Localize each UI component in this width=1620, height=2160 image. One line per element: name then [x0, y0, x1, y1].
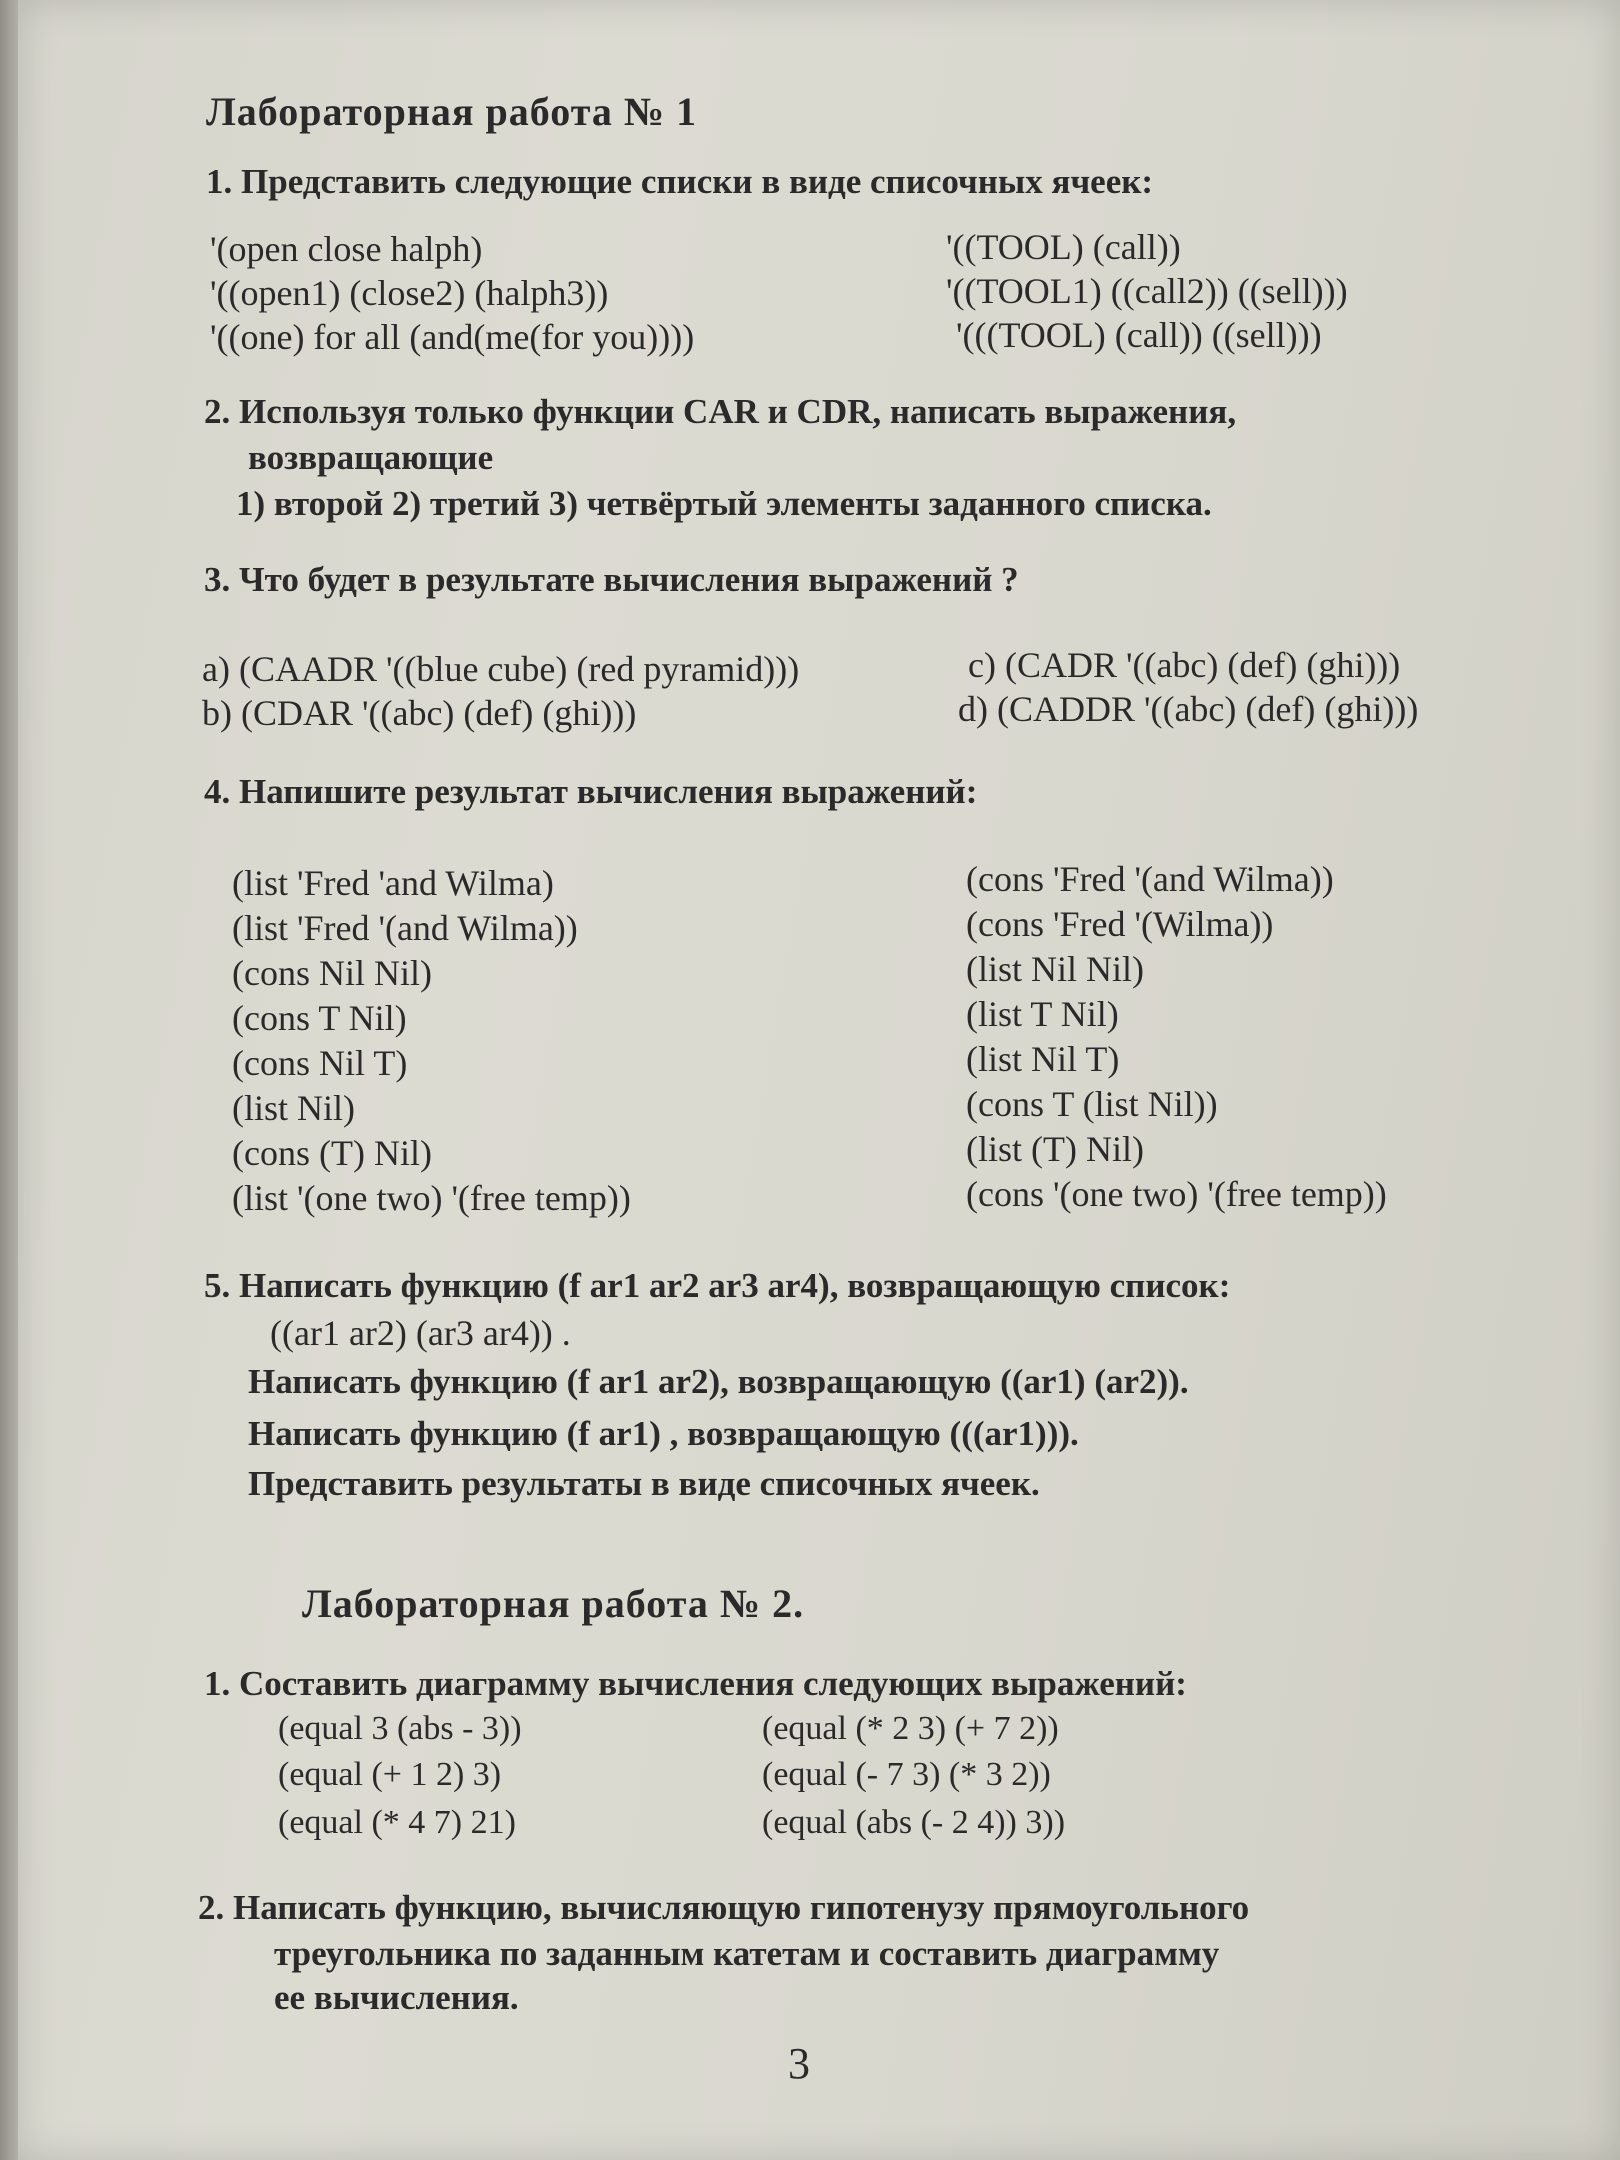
lab2-task1-left-1: (equal 3 (abs - 3))	[278, 1710, 522, 1747]
task4-right-4: (list T Nil)	[966, 994, 1119, 1034]
task5-line2: ((ar1 ar2) (ar3 ar4)) .	[270, 1313, 571, 1353]
task4-right-5: (list Nil T)	[966, 1039, 1120, 1079]
lab2-task1-right-3: (equal (abs (- 2 4)) 3))	[762, 1804, 1066, 1841]
task4-left-1: (list 'Fred 'and Wilma)	[232, 863, 554, 903]
task4-text: 4. Напишите результат вычисления выражений:	[204, 772, 978, 811]
lab2-task1-right-1: (equal (* 2 3) (+ 7 2))	[762, 1710, 1059, 1747]
lab1-title: Лабораторная работа № 1	[206, 89, 698, 134]
lab2-task1-left-3: (equal (* 4 7) 21)	[278, 1804, 516, 1841]
task4-left-7: (cons (T) Nil)	[232, 1133, 432, 1173]
lab2-task1-left-2: (equal (+ 1 2) 3)	[278, 1756, 502, 1793]
task1-right-1: '((TOOL) (call))	[946, 227, 1181, 267]
task4-left-8: (list '(one two) '(free temp))	[232, 1178, 631, 1218]
lab2-title: Лабораторная работа № 2.	[302, 1581, 805, 1626]
lab2-task2-line3: ее вычисления.	[274, 1978, 519, 2017]
task1-left-2: '((open1) (close2) (halph3))	[210, 273, 609, 313]
task1-text: 1. Представить следующие списки в виде списочных ячеек:	[206, 162, 1154, 201]
task4-left-3: (cons Nil Nil)	[232, 953, 432, 993]
lab2-task2-line2: треугольника по заданным катетам и составить диаграмму	[274, 1934, 1220, 1973]
task4-right-2: (cons 'Fred '(Wilma))	[966, 904, 1274, 944]
task4-right-1: (cons 'Fred '(and Wilma))	[966, 859, 1334, 899]
task1-right-2: '((TOOL1) ((call2)) ((sell)))	[946, 271, 1348, 311]
task3-d: d) (CADDR '((abc) (def) (ghi)))	[958, 689, 1419, 729]
task4-left-5: (cons Nil T)	[232, 1043, 408, 1083]
page-number: 3	[788, 2039, 810, 2088]
task5-line5: Представить результаты в виде списочных ячеек.	[248, 1464, 1040, 1503]
document-page	[18, 0, 1620, 2160]
lab2-task2-line1: 2. Написать функцию, вычисляющую гипотенузу прямоугольного	[198, 1888, 1250, 1927]
task4-left-4: (cons T Nil)	[232, 998, 407, 1038]
lab2-task1-text: 1. Составить диаграмму вычисления следующих выражений:	[204, 1664, 1187, 1703]
task5-line1: 5. Написать функцию (f ar1 ar2 ar3 ar4), возвращающую список:	[204, 1266, 1231, 1305]
task4-right-8: (cons '(one two) '(free temp))	[966, 1174, 1387, 1214]
task1-left-3: '((one) for all (and(me(for you))))	[210, 317, 695, 357]
task3-text: 3. Что будет в результате вычисления выражений ?	[204, 560, 1019, 599]
lab2-task1-right-2: (equal (- 7 3) (* 3 2))	[762, 1756, 1051, 1793]
task5-line4: Написать функцию (f ar1) , возвращающую (((ar1))).	[248, 1414, 1079, 1453]
task2-line1: 2. Используя только функции CAR и CDR, написать выражения,	[204, 392, 1237, 431]
task4-left-2: (list 'Fred '(and Wilma))	[232, 908, 578, 948]
task2-line2: возвращающие	[248, 438, 494, 477]
task3-b: b) (CDAR '((abc) (def) (ghi)))	[202, 693, 637, 733]
task5-line3: Написать функцию (f ar1 ar2), возвращающую ((ar1) (ar2)).	[248, 1362, 1189, 1401]
task4-right-6: (cons T (list Nil))	[966, 1084, 1218, 1124]
task2-line3: 1) второй 2) третий 3) четвёртый элементы заданного списка.	[236, 484, 1212, 523]
task1-right-3: '(((TOOL) (call)) ((sell)))	[956, 315, 1322, 355]
task4-left-6: (list Nil)	[232, 1088, 355, 1128]
page-edge	[0, 0, 18, 2160]
task4-right-3: (list Nil Nil)	[966, 949, 1144, 989]
task3-a: a) (CAADR '((blue cube) (red pyramid)))	[202, 649, 800, 689]
task3-c: c) (CADR '((abc) (def) (ghi)))	[968, 645, 1401, 685]
task1-left-1: '(open close halph)	[210, 229, 483, 269]
task4-right-7: (list (T) Nil)	[966, 1129, 1144, 1169]
